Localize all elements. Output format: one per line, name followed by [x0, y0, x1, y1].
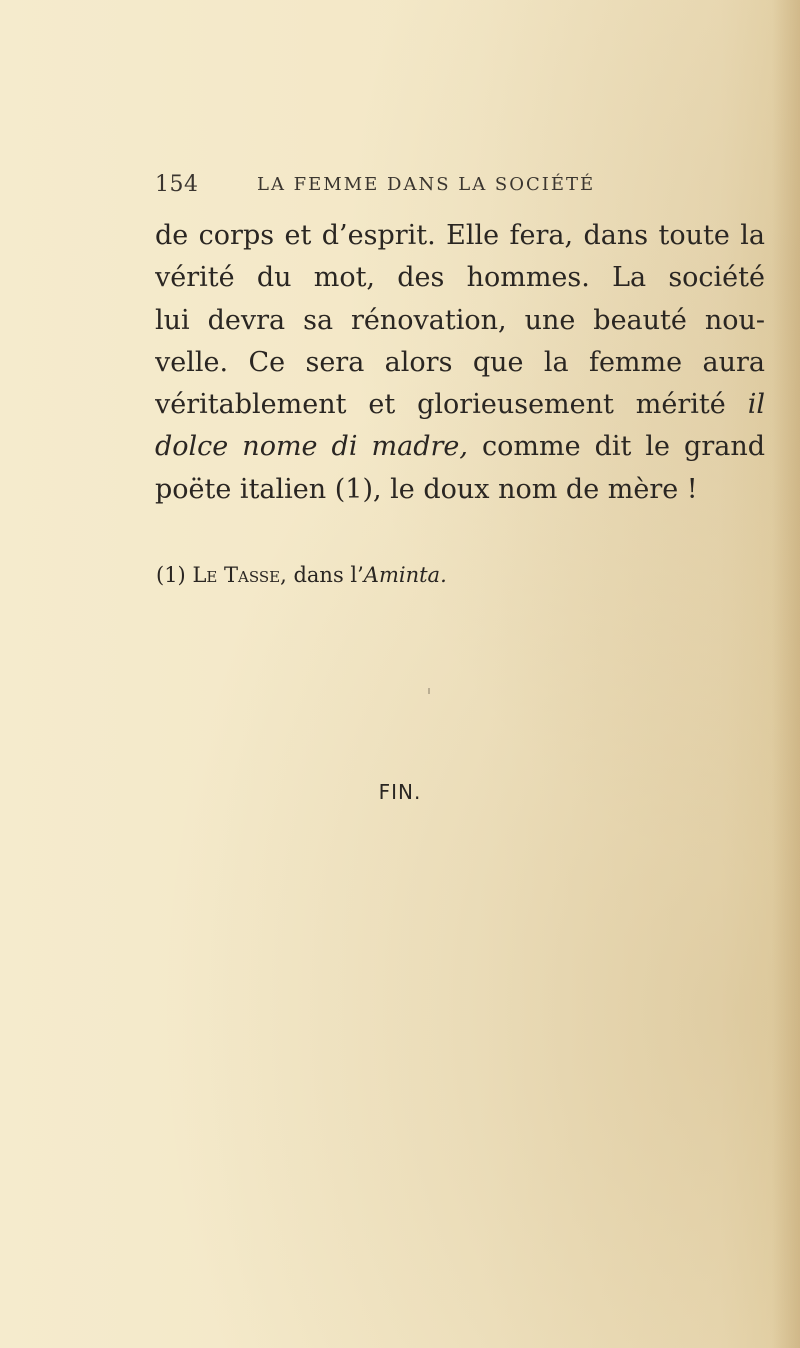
- footnote-marker: (1): [156, 563, 186, 587]
- text-line-6-italic: dolce nome di madre,: [155, 431, 468, 463]
- footnote-text: dans l’: [293, 563, 364, 587]
- text-line-3: lui devra sa rénovation, une beauté nou-: [155, 304, 765, 336]
- footnote-title: Aminta.: [363, 563, 447, 587]
- paper-speck: [428, 688, 430, 694]
- end-marker: FIN.: [378, 780, 422, 804]
- running-head: [155, 172, 765, 206]
- footnote: [156, 563, 447, 587]
- text-line-4: velle. Ce sera alors que la femme aura: [155, 346, 765, 378]
- text-line-2: vérité du mot, des hommes. La société: [155, 262, 765, 294]
- text-line-6-roman: comme dit le grand: [482, 431, 765, 463]
- text-line-5-italic: il: [747, 389, 765, 421]
- text-line-1: de corps et d’esprit. Elle fera, dans toute la: [155, 220, 765, 251]
- text-line-5: [155, 384, 765, 426]
- text-line-6: [155, 426, 765, 468]
- text-line-7: poëte italien (1), le doux nom de mère !: [155, 473, 698, 505]
- body-paragraph: [155, 215, 765, 511]
- footnote-author: Le Tasse,: [192, 563, 287, 587]
- text-line-5-roman: véritablement et glorieusement mérité: [155, 389, 726, 421]
- page-number: 154: [155, 172, 199, 197]
- page-edge-shadow: [772, 0, 800, 1348]
- header-title: LA FEMME DANS LA SOCIÉTÉ: [257, 174, 596, 195]
